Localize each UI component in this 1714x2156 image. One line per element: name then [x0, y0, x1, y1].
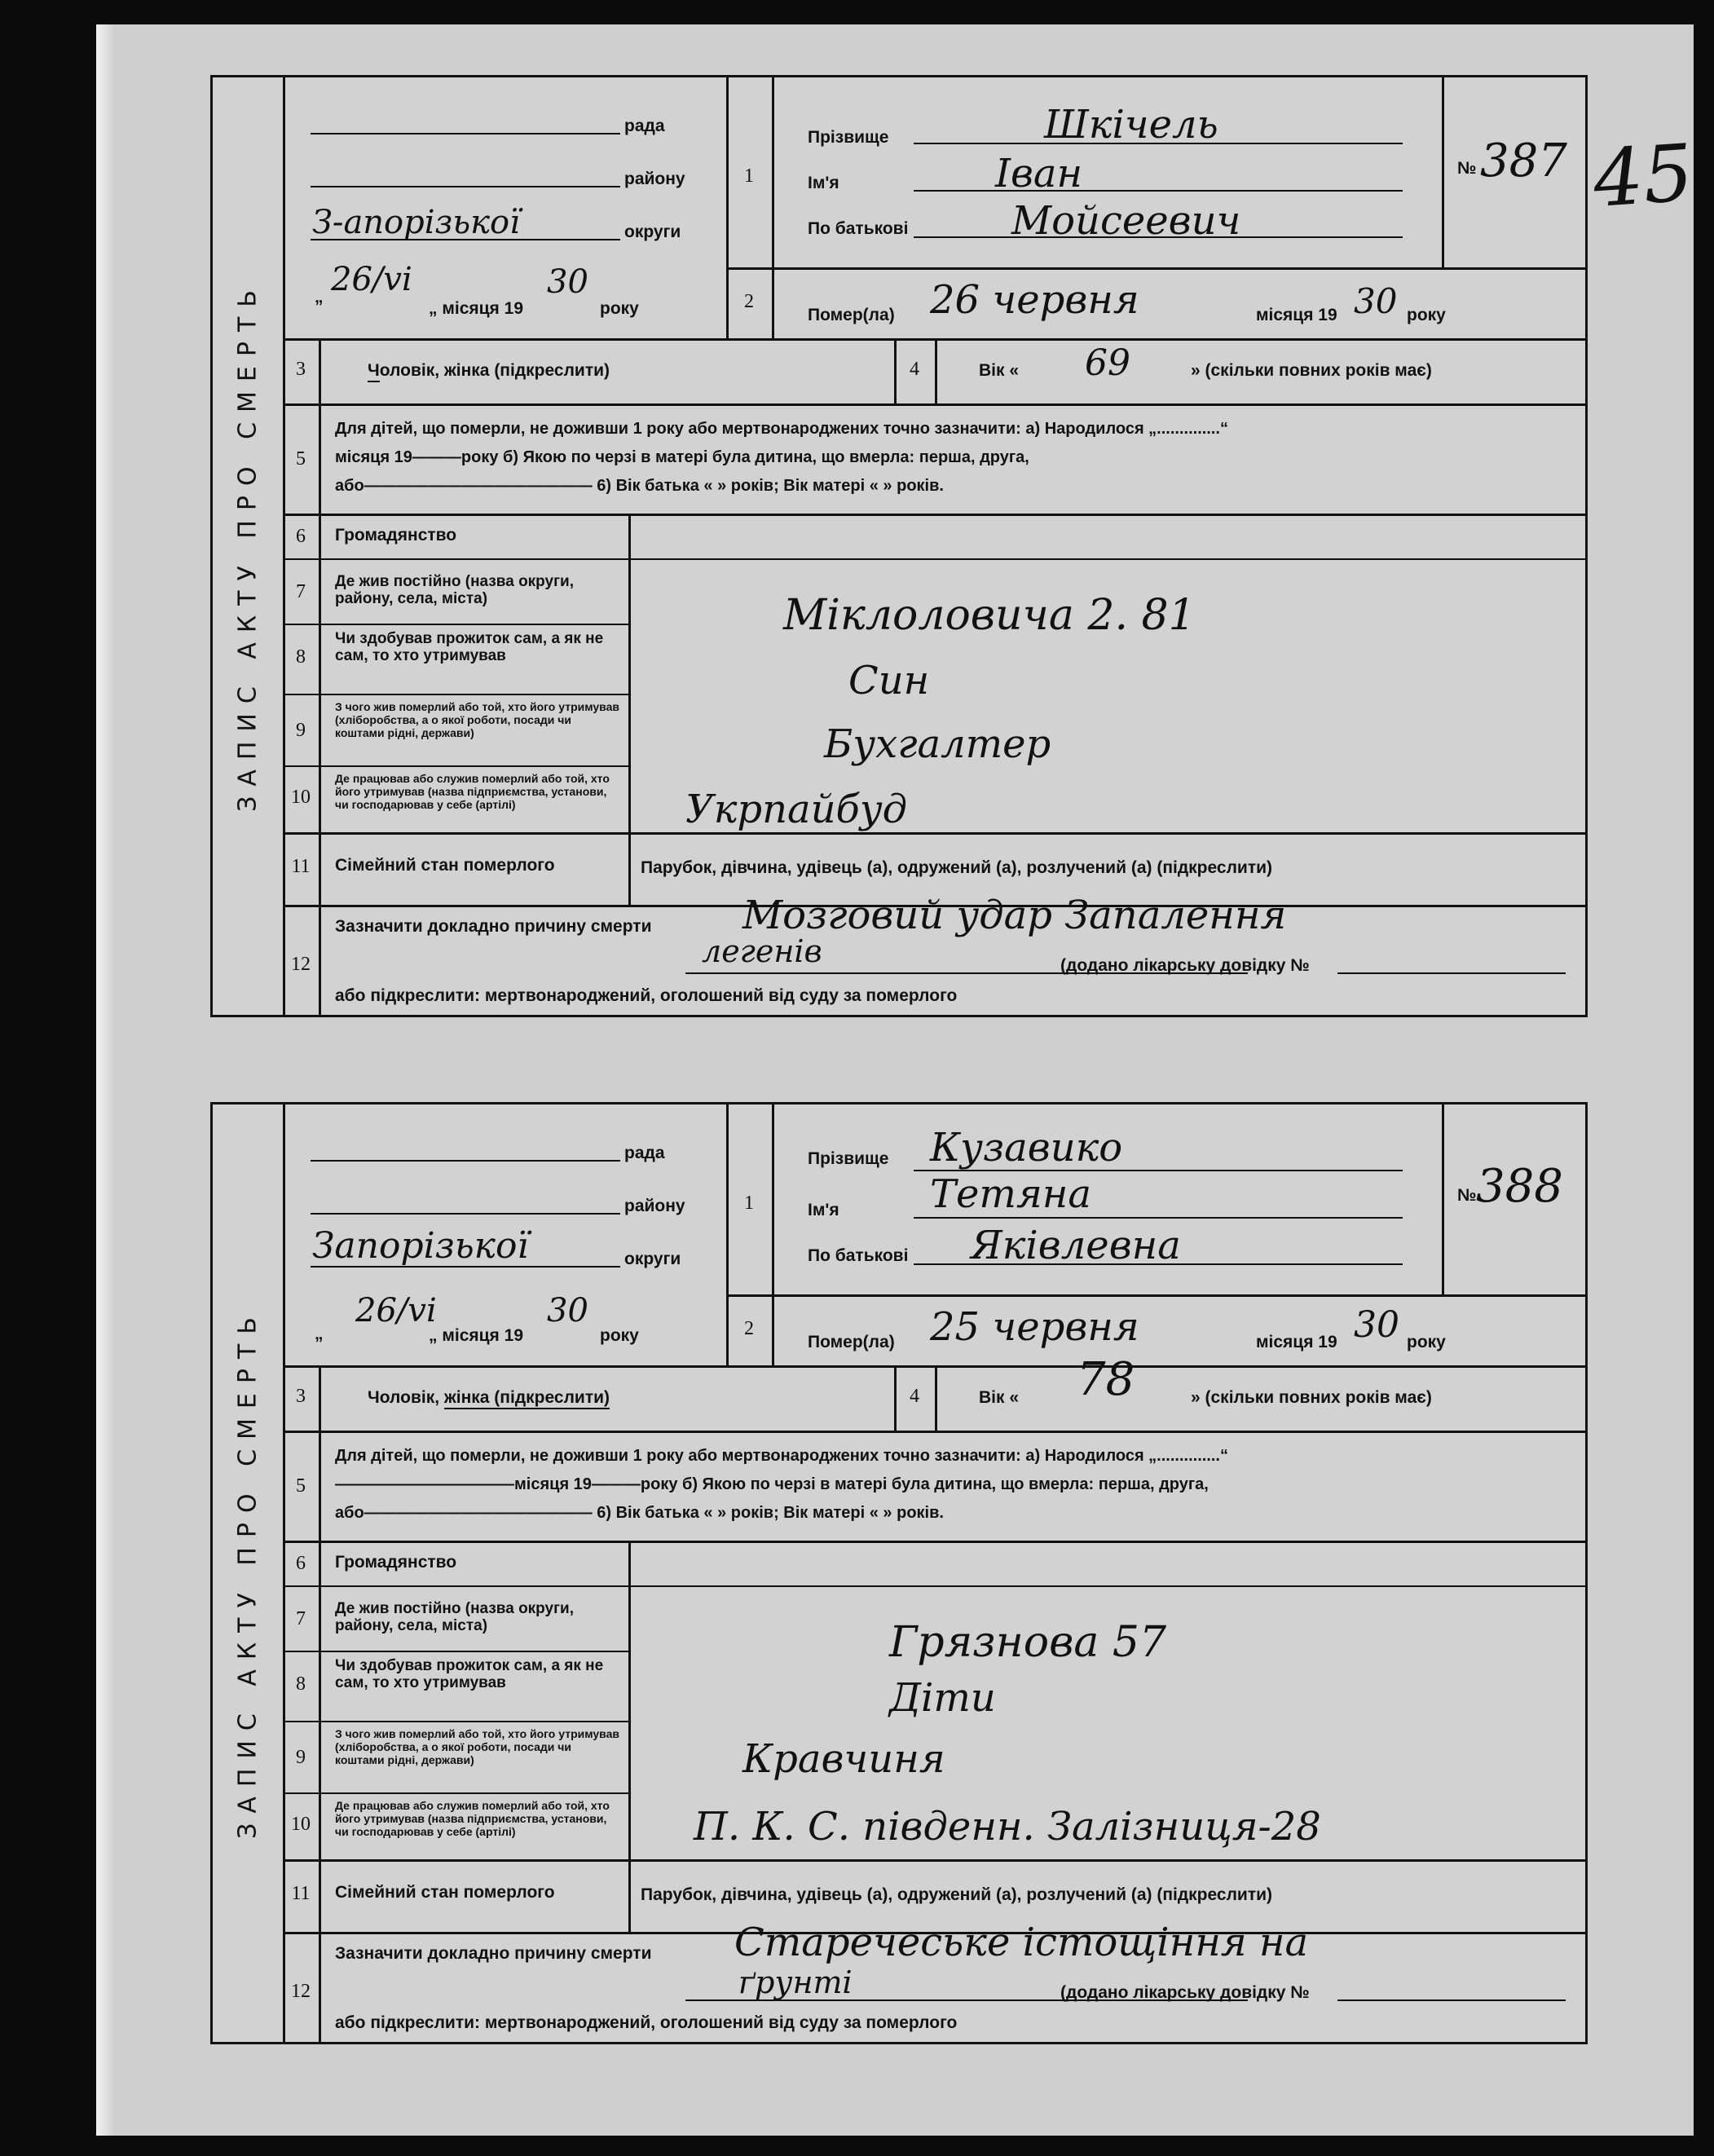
sex-prefix: Ч — [368, 361, 380, 382]
cause-label: Зазначити докладно причину смерти — [335, 1944, 652, 1963]
record-sidebar — [213, 1104, 285, 2042]
patronymic-label: По батькові — [808, 1246, 909, 1265]
children-line-3: або—————————————— 6) Вік батька « » років; Вік матері « » років. — [335, 1504, 944, 1522]
grid-line — [628, 1541, 631, 1932]
died-month-label: місяця 19 — [1256, 306, 1337, 324]
name-value: Іван — [995, 151, 1083, 196]
died-suffix: року — [1407, 306, 1446, 324]
row-number: 2 — [744, 291, 754, 312]
grid-line — [894, 1365, 897, 1431]
sex-label: жінка (підкреслити) — [444, 1388, 610, 1409]
grid-line — [935, 338, 937, 403]
grid-line — [283, 403, 1585, 406]
okrug-label: округи — [624, 1250, 681, 1268]
row-number: 6 — [296, 1553, 306, 1574]
row-number: 11 — [291, 1883, 311, 1904]
row-number: 7 — [296, 1608, 306, 1629]
grid-line — [283, 77, 285, 338]
children-line-2: ———————————місяця 19———року б) Якою по черзі в матері була дитина, що вмерла: перша, друга, — [335, 1475, 1209, 1493]
support-value: Діти — [889, 1675, 996, 1721]
name-line — [914, 190, 1403, 192]
cause-doc-line — [1337, 972, 1566, 974]
grid-line — [283, 338, 285, 1015]
residence-label: Де жив постійно (назва округи, району, села, міста) — [335, 1600, 574, 1634]
sex-prefix: Чоловік, — [368, 1388, 444, 1407]
died-month-label: місяця 19 — [1256, 1333, 1337, 1351]
citizenship-label: Громадянство — [335, 526, 457, 545]
grid-line — [628, 514, 631, 905]
marital-options: Парубок, дівчина, удівець (а), одружений (а), розлучений (а) (підкреслити) — [641, 1885, 1273, 1904]
sidebar-title: ЗАПИС АКТУ ПРО СМЕРТЬ — [233, 1307, 262, 1839]
date-month-label: „ місяця 19 — [429, 299, 523, 318]
grid-line — [283, 694, 628, 695]
okrug-line — [311, 239, 620, 240]
grid-line — [283, 1104, 285, 1365]
row-number: 9 — [296, 720, 306, 741]
workplace-label: Де працював або служив померлий або той, хто його утримував (назва підприємства, установи, чи господарював у себе (артілі) — [335, 1799, 610, 1838]
patronymic-label: По батькові — [808, 219, 909, 238]
marital-options: Парубок, дівчина, удівець (а), одружений (а), розлучений (а) (підкреслити) — [641, 858, 1273, 877]
row-number: 7 — [296, 581, 306, 602]
grid-line — [319, 1365, 321, 2042]
cause-label: Зазначити докладно причину смерти — [335, 917, 652, 936]
rada-label: рада — [624, 1144, 665, 1162]
residence-value: Міклоловича 2. 81 — [783, 591, 1196, 640]
date-suffix: року — [600, 1326, 639, 1345]
date-prefix: „ — [315, 1325, 324, 1343]
patronymic-value: Мойсеевич — [1011, 198, 1241, 244]
support-label: Чи здобував прожиток сам, а як не сам, то хто утримував — [335, 630, 604, 664]
grid-line — [283, 1585, 1585, 1587]
name-value: Тетяна — [930, 1171, 1091, 1217]
grid-line — [726, 267, 1585, 270]
death-record-1 — [210, 75, 1588, 1017]
grid-line — [726, 77, 729, 338]
age-value: 69 — [1085, 342, 1130, 384]
grid-line — [283, 1792, 628, 1794]
children-line-1: Для дітей, що померли, не доживши 1 року або мертвонароджених точно зазначити: а) Народилося „..............“ — [335, 1447, 1228, 1465]
row-number: 5 — [296, 448, 306, 470]
name-label: Ім'я — [808, 1201, 839, 1219]
okrug-value: З-апорізької — [312, 204, 520, 241]
grid-line — [1442, 1104, 1444, 1294]
row-number: 10 — [291, 1814, 311, 1835]
sidebar-title: ЗАПИС АКТУ ПРО СМЕРТЬ — [233, 280, 262, 812]
rayon-line — [311, 186, 620, 187]
rada-line — [311, 133, 620, 134]
okrug-line — [311, 1266, 620, 1268]
cause-value-2: ґрунті — [738, 1964, 853, 2000]
marital-label: Сімейний стан померлого — [335, 856, 555, 875]
row-number: 1 — [744, 165, 754, 187]
residence-label: Де жив постійно (назва округи, району, села, міста) — [335, 573, 574, 607]
surname-label: Прізвище — [808, 1149, 889, 1168]
children-line-1: Для дітей, що померли, не доживши 1 року або мертвонароджених точно зазначити: а) Народилося „..............“ — [335, 420, 1228, 438]
grid-line — [283, 624, 628, 625]
died-label: Помер(ла) — [808, 306, 895, 324]
row-number: 10 — [291, 787, 311, 808]
registration-year: 30 — [547, 1292, 588, 1329]
grid-line — [283, 1431, 1585, 1433]
cause-footer: або підкреслити: мертвонароджений, оголошений від суду за померлого — [335, 2013, 958, 2032]
marital-label: Сімейний стан померлого — [335, 1883, 555, 1902]
cause-value-1: Мозговий удар Запалення — [742, 893, 1287, 938]
rayon-label: району — [624, 1197, 685, 1215]
died-year: 30 — [1354, 281, 1398, 321]
occupation-value: Бухгалтер — [824, 721, 1051, 767]
row-number: 4 — [910, 1386, 919, 1407]
cause-footer: або підкреслити: мертвонароджений, оголошений від суду за померлого — [335, 986, 958, 1005]
occupation-value: Кравчиня — [742, 1736, 945, 1782]
row-number: 12 — [291, 1981, 311, 2002]
number-label: № — [1457, 159, 1477, 178]
rada-line — [311, 1160, 620, 1162]
date-suffix: року — [600, 299, 639, 318]
grid-line — [283, 1651, 628, 1652]
date-prefix: „ — [315, 288, 324, 306]
rada-label: рада — [624, 117, 665, 135]
registration-year: 30 — [547, 263, 588, 301]
grid-line — [726, 1104, 729, 1365]
died-date: 25 червня — [930, 1304, 1139, 1350]
cause-doc-label: (додано лікарську довідку № — [1060, 956, 1310, 975]
children-line-2: місяця 19———року б) Якою по черзі в матері була дитина, що вмерла: перша, друга, — [335, 448, 1029, 466]
row-number: 11 — [291, 856, 311, 877]
grid-line — [935, 1365, 937, 1431]
page-edge — [96, 24, 114, 2136]
grid-line — [283, 558, 1585, 560]
citizenship-label: Громадянство — [335, 1553, 457, 1572]
rayon-label: району — [624, 170, 685, 188]
row-number: 3 — [296, 359, 306, 380]
sex-label: оловік, жінка (підкреслити) — [379, 361, 610, 380]
rayon-line — [311, 1213, 620, 1215]
name-label: Ім'я — [808, 174, 839, 192]
surname-value: Шкічель — [1044, 102, 1218, 148]
row-number: 6 — [296, 526, 306, 547]
grid-line — [283, 338, 1585, 341]
grid-line — [283, 1859, 1585, 1862]
page-annotation: 45 — [1590, 126, 1696, 226]
support-label: Чи здобував прожиток сам, а як не сам, то хто утримував — [335, 1657, 604, 1691]
grid-line — [283, 1721, 628, 1722]
row-number: 2 — [744, 1318, 754, 1339]
row-number: 12 — [291, 954, 311, 975]
surname-label: Прізвище — [808, 128, 889, 147]
row-number: 9 — [296, 1747, 306, 1768]
record-number: 388 — [1476, 1160, 1563, 1213]
number-label: № — [1457, 1186, 1477, 1205]
workplace-value: П. К. С. південн. Залізниця-28 — [694, 1804, 1321, 1850]
row-number: 4 — [910, 359, 919, 380]
row-number: 8 — [296, 1673, 306, 1695]
grid-line — [283, 765, 628, 767]
occupation-label: З чого жив померлий або той, хто його утримував (хліборобства, а о якої роботи, посади чи коштами рідні, держави) — [335, 700, 619, 739]
died-date: 26 червня — [930, 277, 1139, 323]
grid-line — [283, 514, 1585, 516]
children-line-3: або—————————————— 6) Вік батька « » років; Вік матері « » років. — [335, 477, 944, 495]
record-number: 387 — [1480, 134, 1567, 187]
registration-day: 26/vi — [355, 1292, 437, 1329]
workplace-label: Де працював або служив померлий або той, хто його утримував (назва підприємства, установи, чи господарював у себе (артілі) — [335, 772, 610, 811]
died-suffix: року — [1407, 1333, 1446, 1351]
row-number: 1 — [744, 1193, 754, 1214]
cause-value-1: Старечеське істощіння на — [734, 1920, 1309, 1965]
okrug-value: Запорізької — [312, 1225, 529, 1267]
died-year: 30 — [1354, 1304, 1399, 1346]
age-value: 78 — [1077, 1353, 1135, 1406]
patronymic-value: Яківлевна — [971, 1223, 1181, 1268]
name-line — [914, 1217, 1403, 1219]
grid-line — [894, 338, 897, 403]
support-value: Син — [848, 658, 930, 703]
okrug-label: округи — [624, 223, 681, 241]
record-sidebar — [213, 77, 285, 1015]
residence-value: Грязнова 57 — [889, 1618, 1167, 1667]
cause-doc-line — [1337, 1999, 1566, 2001]
grid-line — [1442, 77, 1444, 267]
grid-line — [772, 77, 774, 338]
grid-line — [319, 338, 321, 1015]
grid-line — [283, 1541, 1585, 1543]
date-month-label: „ місяця 19 — [429, 1326, 523, 1345]
grid-line — [283, 1365, 285, 2042]
age-suffix: » (скільки повних років має) — [1191, 1388, 1432, 1407]
cause-doc-label: (додано лікарську довідку № — [1060, 1983, 1310, 2002]
workplace-value: Укрпайбуд — [685, 787, 908, 832]
age-suffix: » (скільки повних років має) — [1191, 361, 1432, 380]
grid-line — [283, 1365, 1585, 1368]
died-label: Помер(ла) — [808, 1333, 895, 1351]
death-record-2 — [210, 1102, 1588, 2044]
age-label: Вік « — [979, 1388, 1020, 1407]
registration-day: 26/vi — [331, 261, 412, 298]
grid-line — [283, 832, 1585, 835]
grid-line — [726, 1294, 1585, 1297]
grid-line — [772, 1104, 774, 1365]
row-number: 8 — [296, 646, 306, 668]
surname-value: Кузавико — [930, 1125, 1123, 1171]
occupation-label: З чого жив померлий або той, хто його утримував (хліборобства, а о якої роботи, посади чи коштами рідні, держави) — [335, 1727, 619, 1766]
cause-value-2: легенів — [702, 933, 822, 969]
row-number: 3 — [296, 1386, 306, 1407]
row-number: 5 — [296, 1475, 306, 1497]
age-label: Вік « — [979, 361, 1020, 380]
